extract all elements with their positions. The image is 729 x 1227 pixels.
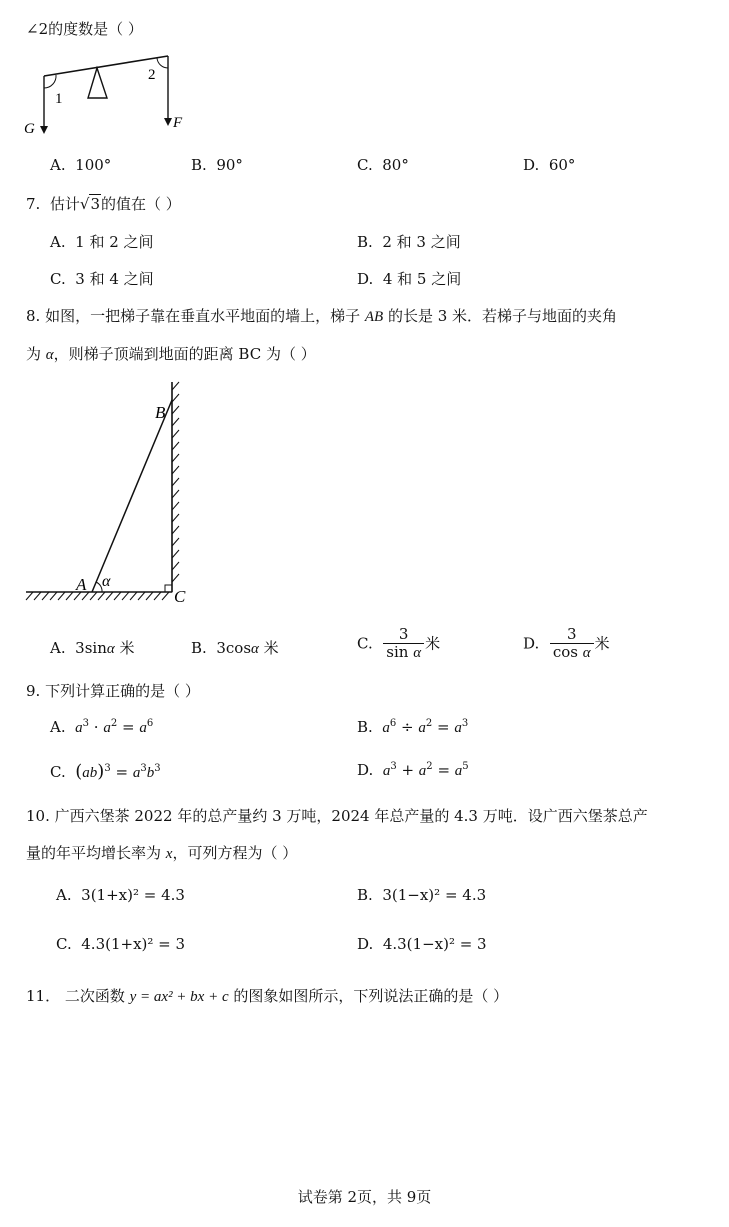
q7-option-b: B. 2 和 3 之间 — [357, 233, 461, 251]
fig-label-1: 1 — [55, 91, 63, 107]
q6-option-c: C. 80° — [357, 156, 409, 174]
q7-stem: 7. 估计√3的值在（ ） — [26, 195, 181, 213]
fig-label-f: F — [173, 115, 183, 131]
q6-stem: ∠2的度数是（ ） — [26, 20, 143, 38]
q7-option-d: D. 4 和 5 之间 — [357, 270, 462, 288]
q10-option-d: D. 4.3(1−x)² = 3 — [357, 935, 487, 953]
q8-stem-line1: 8. 如图，一把梯子靠在垂直水平地面的墙上，梯子 AB 的长是 3 米．若梯子与地面的夹角 — [26, 307, 618, 325]
q9-option-a: A. $a^3 \cdot a^2 = a^6$ — [50, 718, 154, 736]
q6-lever-figure — [20, 48, 200, 138]
q8-option-d: D. $\frac{3}{\text{cos α}}$ 米 — [523, 625, 610, 662]
q10-option-b: B. 3(1−x)² = 4.3 — [357, 886, 487, 904]
q6-option-b: B. 90° — [191, 156, 243, 174]
q9-option-c: C. $(ab)^3 = a^3b^3$ — [50, 761, 161, 782]
q9-option-b: B. $a^6 \div a^2 = a^3$ — [357, 718, 469, 736]
q8-ladder-figure — [20, 378, 200, 610]
page-footer: 试卷第 2页，共 9页 — [297, 1188, 432, 1206]
fig-label-2: 2 — [148, 67, 156, 83]
q6-option-a: A. 100° — [50, 156, 112, 174]
q10-stem-line2: 量的年平均增长率为 x，可列方程为（ ） — [26, 844, 298, 862]
fig-label-c: C — [174, 587, 186, 606]
q10-stem-line1: 10. 广西六堡茶 2022 年的总产量约 3 万吨，2024 年总产量的 4.3 万吨．设广西六堡茶总产 — [26, 807, 648, 825]
q7-option-c: C. 3 和 4 之间 — [50, 270, 154, 288]
q8-stem-line2: 为 α，则梯子顶端到地面的距离 BC 为（ ） — [26, 345, 316, 363]
fig-label-a: A — [76, 575, 87, 594]
q10-option-c: C. 4.3(1+x)² = 3 — [56, 935, 186, 953]
q7-option-a: A. 1 和 2 之间 — [50, 233, 154, 251]
q6-option-d: D. 60° — [523, 156, 576, 174]
fig-label-b: B — [155, 403, 166, 422]
q11-stem: 11． 二次函数 y = ax² + bx + c 的图象如图所示，下列说法正确的是（ ） — [26, 987, 509, 1005]
fig-label-g: G — [24, 121, 35, 137]
q10-option-a: A. 3(1+x)² = 4.3 — [56, 886, 185, 904]
q9-stem: 9. 下列计算正确的是（ ） — [26, 682, 200, 700]
q9-option-d: D. $a^3 + a^2 = a^5$ — [357, 761, 469, 779]
q8-option-a: A. 3sinα 米 — [50, 639, 135, 657]
fig-label-alpha: α — [102, 573, 111, 590]
q8-option-c: C. $\frac{3}{\text{sin α}}$ 米 — [357, 625, 441, 662]
q8-option-b: B. 3cosα 米 — [191, 639, 279, 657]
